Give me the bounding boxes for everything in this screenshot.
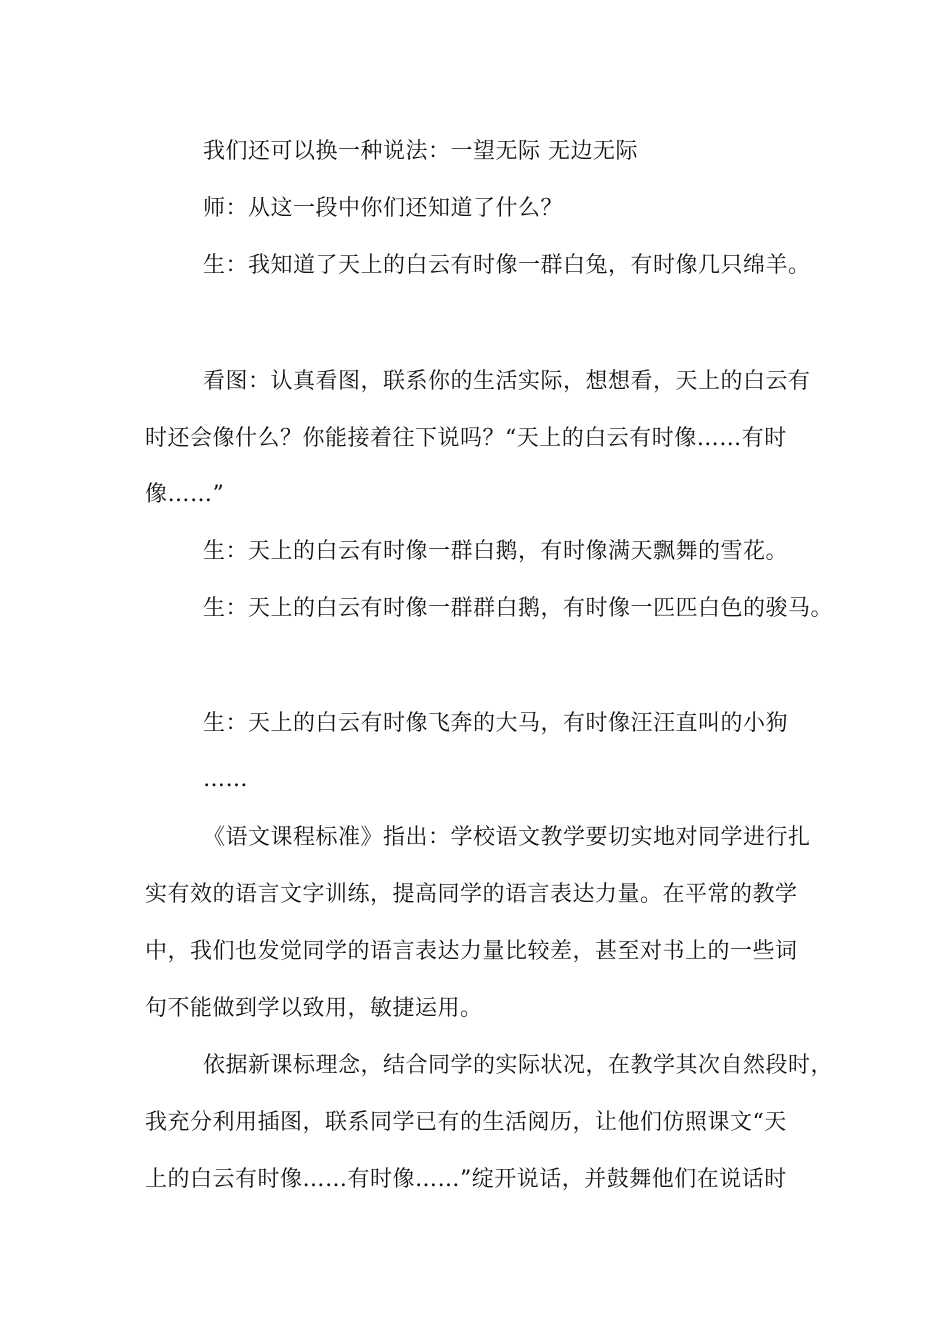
text-line-7: 生：天上的白云有时像一群白鹅，有时像满天飘舞的雪花。 bbox=[203, 539, 789, 564]
text-line-2: 师：从这一段中你们还知道了什么？ bbox=[203, 196, 564, 221]
text-line-1: 我们还可以换一种说法：一望无际 无边无际 bbox=[203, 139, 638, 164]
text-line-16: 我充分利用插图，联系同学已有的生活阅历，让他们仿照课文“天 bbox=[145, 1110, 787, 1135]
text-line-10: …… bbox=[203, 767, 248, 792]
text-line-15: 依据新课标理念，结合同学的实际状况，在教学其次自然段时， bbox=[203, 1053, 834, 1078]
text-line-14: 句不能做到学以致用，敏捷运用。 bbox=[145, 996, 483, 1021]
text-line-5: 时还会像什么？你能接着往下说吗？“天上的白云有时像……有时 bbox=[145, 426, 787, 451]
text-line-12: 实有效的语言文字训练，提高同学的语言表达力量。在平常的教学 bbox=[145, 882, 798, 907]
text-line-8: 生：天上的白云有时像一群群白鹅，有时像一匹匹白色的骏马。 bbox=[203, 596, 834, 621]
text-line-17: 上的白云有时像……有时像……”绽开说话，并鼓舞他们在说话时 bbox=[145, 1167, 787, 1192]
text-line-9: 生：天上的白云有时像飞奔的大马，有时像汪汪直叫的小狗 bbox=[203, 711, 789, 736]
text-line-6: 像……” bbox=[145, 482, 225, 507]
text-line-4: 看图：认真看图，联系你的生活实际，想想看，天上的白云有 bbox=[203, 369, 811, 394]
text-line-3: 生：我知道了天上的白云有时像一群白兔，有时像几只绵羊。 bbox=[203, 253, 811, 278]
text-line-11: 《语文课程标准》指出：学校语文教学要切实地对同学进行扎 bbox=[203, 825, 811, 850]
text-line-13: 中，我们也发觉同学的语言表达力量比较差，甚至对书上的一些词 bbox=[145, 939, 798, 964]
